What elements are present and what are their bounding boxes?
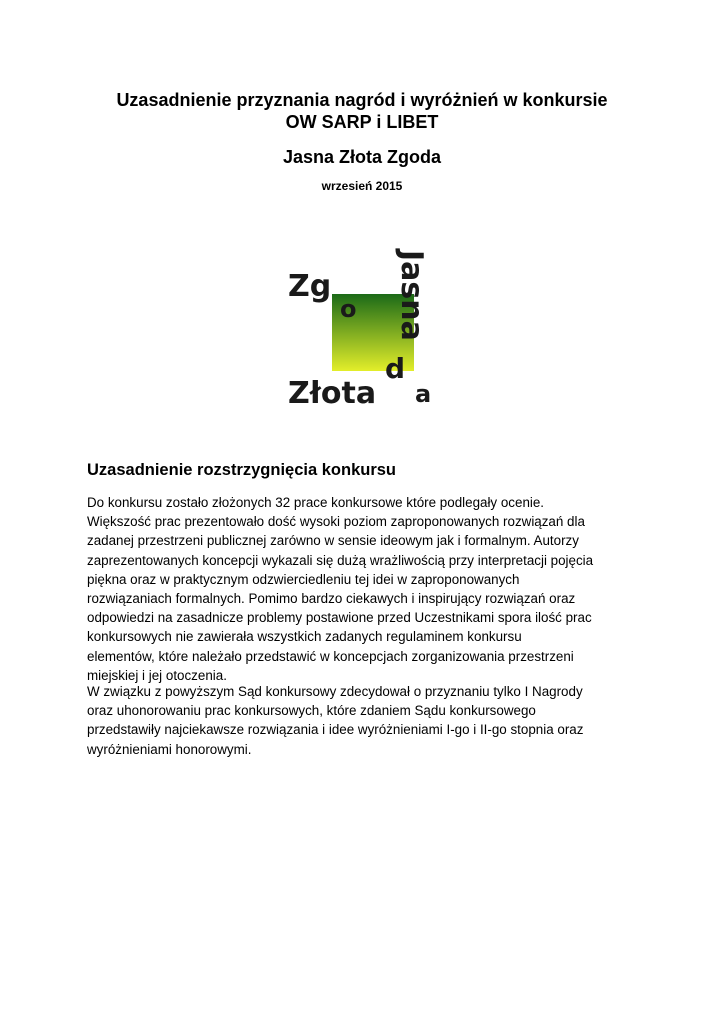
paragraph-line: oraz uhonorowaniu prac konkursowych, które zdaniem Sądu konkursowego — [87, 703, 536, 719]
paragraph-line: odpowiedzi na zasadnicze problemy postawione przed Uczestnikami spora ilość prac — [87, 610, 592, 626]
paragraph-line: Do konkursu zostało złożonych 32 prace konkursowe które podlegały ocenie. — [87, 495, 545, 510]
paragraph-line: rozwiązaniach formalnych. Pomimo bardzo ciekawych i inspirujący rozwiązań oraz — [87, 590, 576, 606]
paragraph-line: miejskiej i jej otoczenia. — [87, 667, 227, 683]
document-date: wrzesień 2015 — [321, 179, 403, 193]
jasna-zlota-zgoda-logo — [268, 239, 454, 423]
paragraph-line: W związku z powyższym Sąd konkursowy zdecydował o przyznaniu tylko I Nagrody — [87, 684, 583, 699]
paragraph-line: zaprezentowanych koncepcji wykazali się dużą wrażliwością przy interpretacji pojęcia — [87, 552, 594, 568]
logo-text-d: d — [385, 352, 406, 385]
paragraph-line: zadanej przestrzeni publicznej zarówno w sensie ideowym jak i formalnym. Autorzy — [87, 533, 579, 549]
logo-text-o: o — [340, 295, 357, 323]
section-heading: Uzasadnienie rozstrzygnięcia konkursu — [87, 461, 397, 479]
logo-text-zlota: Złota — [288, 376, 377, 411]
paragraph-line: przedstawiły najciekawsze rozwiązania i idee wyróżnieniami I-go i II-go stopnia oraz — [87, 722, 584, 738]
paragraph-line: elementów, które należało przedstawić w koncepcjach zorganizowania przestrzeni — [87, 648, 574, 664]
paragraph-line: konkursowych nie zawierała wszystkich zadanych regulaminem konkursu — [87, 629, 522, 645]
document-title-line-2: OW SARP i LIBET — [285, 112, 439, 132]
competition-name: Jasna Złota Zgoda — [282, 147, 442, 167]
justification-paragraph-2 — [87, 682, 583, 759]
paragraph-line: Większość prac prezentowało dość wysoki poziom zaproponowanych rozwiązań dla — [87, 514, 585, 530]
justification-paragraph-1 — [87, 493, 593, 685]
paragraph-line: piękna oraz w praktycznym odzwierciedleniu tej idei w zaproponowanych — [87, 571, 520, 587]
document-title-line-1: Uzasadnienie przyznania nagród i wyróżnień w konkursie — [116, 90, 608, 110]
logo-text-zg: Zg — [288, 269, 332, 304]
paragraph-line: wyróżnieniami honorowymi. — [87, 741, 252, 757]
logo-text-a: a — [415, 380, 432, 408]
logo-text-jasna: Jasna — [394, 250, 429, 341]
